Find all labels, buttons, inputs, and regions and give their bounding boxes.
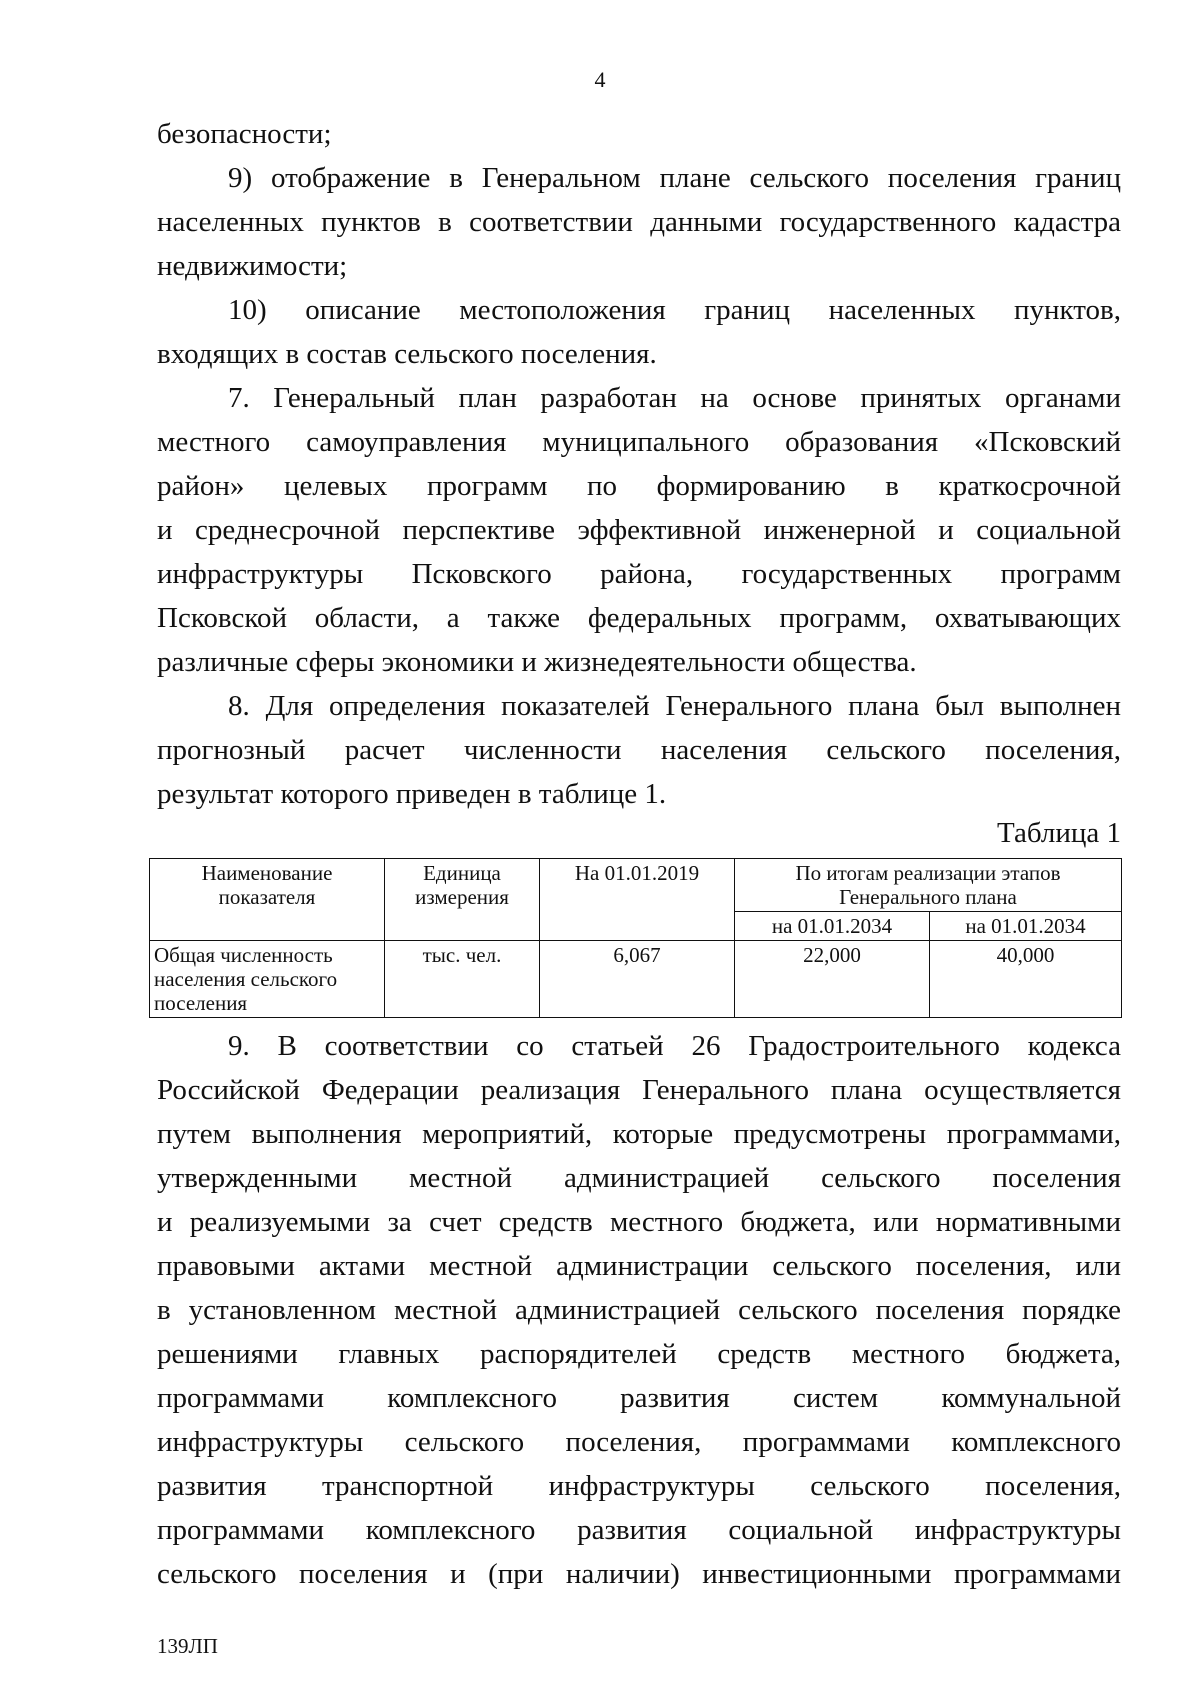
- cell-indicator-name: Общая численность населения сельского поселения: [150, 941, 385, 1018]
- text-line: 10) описание местоположения границ населенных пунктов,: [228, 294, 1121, 326]
- text-line: 7. Генеральный план разработан на основе принятых органами: [228, 382, 1121, 414]
- table-header-row: [150, 859, 1122, 912]
- text-line: Псковской области, а также федеральных программ, охватывающих: [157, 602, 1121, 634]
- text-line: в установленном местной администрацией сельского поселения порядке: [157, 1294, 1121, 1326]
- header-stage-1: на 01.01.2034: [735, 912, 930, 941]
- table-caption: Таблица 1: [996, 817, 1121, 849]
- document-code: 139ЛП: [157, 1634, 218, 1658]
- text-line: и реализуемыми за счет средств местного бюджета, или нормативными: [157, 1206, 1121, 1238]
- text-line: недвижимости;: [157, 250, 348, 282]
- text-line: утвержденными местной администрацией сельского поселения: [157, 1162, 1121, 1194]
- text-line: 9. В соответствии со статьей 26 Градостроительного кодекса: [228, 1030, 1121, 1062]
- text-line: населенных пунктов в соответствии данными государственного кадастра: [157, 206, 1121, 238]
- cell-base-value: 6,067: [540, 941, 735, 1018]
- text-line: программами комплексного развития социальной инфраструктуры: [157, 1514, 1121, 1546]
- header-stage-2: на 01.01.2034: [930, 912, 1122, 941]
- text-line: местного самоуправления муниципального образования «Псковский: [157, 426, 1121, 458]
- table-row: [150, 941, 1122, 1018]
- body-text-lower: [157, 1024, 1121, 1596]
- text-line: Российской Федерации реализация Генерального плана осуществляется: [157, 1074, 1121, 1106]
- text-line: входящих в состав сельского поселения.: [157, 338, 657, 370]
- text-line: инфраструктуры сельского поселения, программами комплексного: [157, 1426, 1121, 1458]
- text-line: сельского поселения и (при наличии) инвестиционными программами: [157, 1558, 1121, 1590]
- population-table: [149, 858, 1122, 1018]
- header-indicator-name: Наименование показателя: [150, 859, 385, 941]
- header-stages: По итогам реализации этапов Генерального плана: [735, 859, 1122, 912]
- cell-stage-1-value: 22,000: [735, 941, 930, 1018]
- text-line: развития транспортной инфраструктуры сельского поселения,: [157, 1470, 1121, 1502]
- text-line: район» целевых программ по формированию в краткосрочной: [157, 470, 1121, 502]
- text-line: инфраструктуры Псковского района, государственных программ: [157, 558, 1121, 590]
- cell-unit: тыс. чел.: [385, 941, 540, 1018]
- text-line: прогнозный расчет численности населения сельского поселения,: [157, 734, 1121, 766]
- text-line: и среднесрочной перспективе эффективной инженерной и социальной: [157, 514, 1121, 546]
- text-line: решениями главных распорядителей средств местного бюджета,: [157, 1338, 1121, 1370]
- cell-stage-2-value: 40,000: [930, 941, 1122, 1018]
- body-text-upper: [157, 112, 1121, 816]
- page-number: 4: [594, 67, 606, 92]
- text-line: 9) отображение в Генеральном плане сельского поселения границ: [228, 162, 1121, 194]
- text-line: правовыми актами местной администрации сельского поселения, или: [157, 1250, 1121, 1282]
- text-line: 8. Для определения показателей Генерального плана был выполнен: [228, 690, 1121, 722]
- header-base-date: На 01.01.2019: [540, 859, 735, 941]
- header-unit: Единица измерения: [385, 859, 540, 941]
- text-line: различные сферы экономики и жизнедеятельности общества.: [157, 646, 917, 678]
- text-line: безопасности;: [157, 118, 332, 150]
- text-line: путем выполнения мероприятий, которые предусмотрены программами,: [157, 1118, 1121, 1150]
- text-line: результат которого приведен в таблице 1.: [157, 778, 667, 810]
- text-line: программами комплексного развития систем коммунальной: [157, 1382, 1121, 1414]
